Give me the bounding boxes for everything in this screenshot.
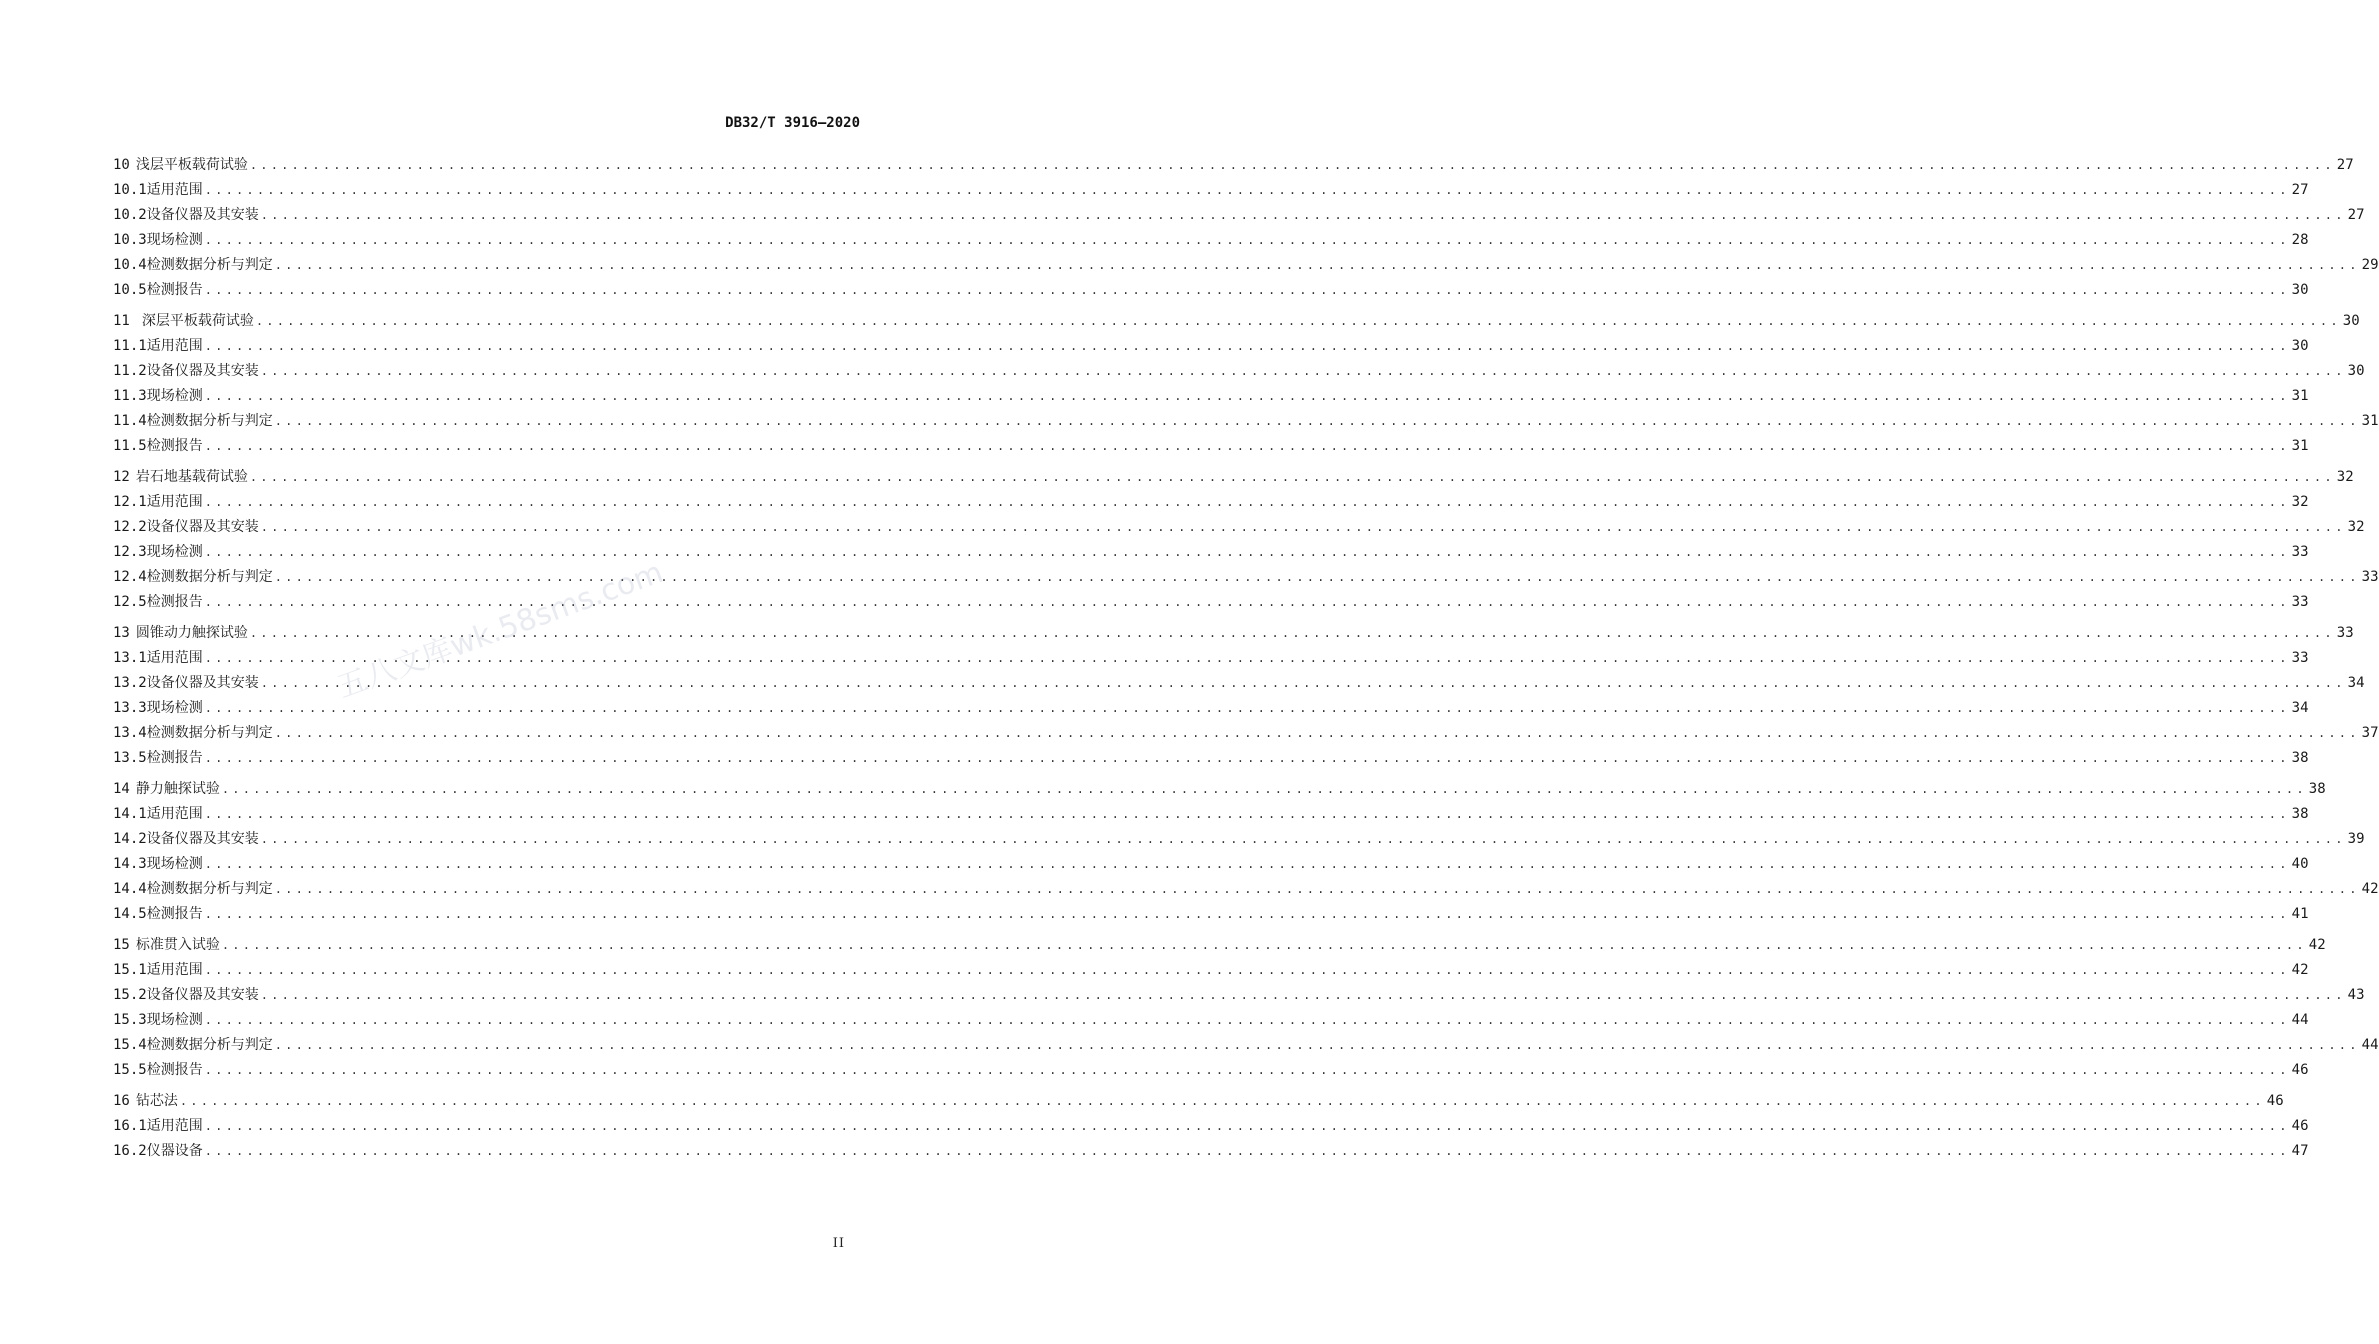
toc-dot-leader: ........................................................................................................................................................................................................ <box>204 963 2290 977</box>
toc-dot-leader: ........................................................................................................................................................................................................ <box>249 626 2335 640</box>
toc-entry-number: 14.4 <box>113 881 147 897</box>
toc-dot-leader: ........................................................................................................................................................................................................ <box>204 595 2290 609</box>
toc-entry-number: 15.1 <box>113 962 147 978</box>
toc-entry-title: 现场检测 <box>146 856 203 872</box>
watermark: 五八文库wk.58sms.com <box>332 554 668 706</box>
toc-section-entry[interactable] <box>113 229 2309 254</box>
toc-chapter-entry[interactable] <box>113 1090 2284 1115</box>
toc-entry-title: 检测报告 <box>146 438 203 454</box>
toc-entry-number: 16 <box>113 1093 130 1109</box>
toc-section-entry[interactable] <box>113 516 2365 541</box>
toc-entry-page: 44 <box>2291 1012 2309 1028</box>
toc-section-entry[interactable] <box>113 1059 2309 1084</box>
toc-entry-page: 31 <box>2291 438 2309 454</box>
toc-dot-leader: ........................................................................................................................................................................................................ <box>204 807 2290 821</box>
toc-entry-number: 13.2 <box>113 675 147 691</box>
toc-entry-title: 适用范围 <box>146 338 203 354</box>
toc-entry-number: 13.5 <box>113 750 147 766</box>
toc-entry-title: 静力触探试验 <box>135 781 220 797</box>
toc-entry-number: 14.1 <box>113 806 147 822</box>
toc-entry-page: 46 <box>2291 1062 2309 1078</box>
toc-section-entry[interactable] <box>113 1034 2379 1059</box>
toc-entry-number: 10.4 <box>113 257 147 273</box>
toc-entry-number: 11.1 <box>113 338 147 354</box>
toc-dot-leader: ........................................................................................................................................................................................................ <box>260 364 2346 378</box>
toc-dot-leader: ........................................................................................................................................................................................................ <box>204 701 2290 715</box>
toc-entry-page: 29 <box>2361 257 2379 273</box>
toc-dot-leader: ........................................................................................................................................................................................................ <box>204 495 2290 509</box>
toc-section-entry[interactable] <box>113 747 2309 772</box>
toc-entry-number: 11.5 <box>113 438 147 454</box>
toc-section-entry[interactable] <box>113 591 2309 616</box>
toc-entry-title: 设备仪器及其安装 <box>146 363 259 379</box>
toc-entry-number: 12.3 <box>113 544 147 560</box>
toc-dot-leader: ........................................................................................................................................................................................................ <box>204 751 2290 765</box>
toc-entry-page: 33 <box>2336 625 2354 641</box>
toc-entry-title: 检测数据分析与判定 <box>146 881 273 897</box>
toc-entry-title: 适用范围 <box>146 650 203 666</box>
toc-chapter-entry[interactable] <box>113 154 2354 179</box>
toc-entry-number: 13.3 <box>113 700 147 716</box>
toc-dot-leader: ........................................................................................................................................................................................................ <box>204 233 2290 247</box>
toc-entry-number: 14.2 <box>113 831 147 847</box>
toc-entry-title: 检测数据分析与判定 <box>146 257 273 273</box>
toc-entry-title: 深层平板载荷试验 <box>141 313 254 329</box>
toc-dot-leader: ........................................................................................................................................................................................................ <box>204 439 2290 453</box>
toc-dot-leader: ........................................................................................................................................................................................................ <box>260 520 2346 534</box>
toc-dot-leader: ........................................................................................................................................................................................................ <box>274 726 2360 740</box>
toc-entry-number: 15.5 <box>113 1062 147 1078</box>
toc-dot-leader: ........................................................................................................................................................................................................ <box>179 1094 2265 1108</box>
toc-dot-leader: ........................................................................................................................................................................................................ <box>204 1119 2290 1133</box>
toc-entry-page: 47 <box>2291 1143 2309 1159</box>
toc-section-entry[interactable] <box>113 491 2309 516</box>
toc-entry-title: 钻芯法 <box>135 1093 178 1109</box>
toc-entry-title: 适用范围 <box>146 962 203 978</box>
toc-dot-leader: ........................................................................................................................................................................................................ <box>260 988 2346 1002</box>
toc-dot-leader: ........................................................................................................................................................................................................ <box>274 570 2360 584</box>
toc-entry-page: 40 <box>2291 856 2309 872</box>
toc-entry-page: 30 <box>2347 363 2365 379</box>
toc-section-entry[interactable] <box>113 803 2309 828</box>
toc-dot-leader: ........................................................................................................................................................................................................ <box>204 857 2290 871</box>
toc-dot-leader: ........................................................................................................................................................................................................ <box>260 832 2346 846</box>
toc-dot-leader: ........................................................................................................................................................................................................ <box>204 907 2290 921</box>
toc-entry-number: 13.1 <box>113 650 147 666</box>
toc-entry-title: 检测报告 <box>146 1062 203 1078</box>
toc-entry-page: 33 <box>2291 544 2309 560</box>
toc-entry-number: 13 <box>113 625 130 641</box>
toc-dot-leader: ........................................................................................................................................................................................................ <box>221 782 2307 796</box>
toc-entry-number: 15.4 <box>113 1037 147 1053</box>
toc-entry-page: 30 <box>2342 313 2360 329</box>
toc-entry-title: 现场检测 <box>146 232 203 248</box>
toc-dot-leader: ........................................................................................................................................................................................................ <box>204 1144 2290 1158</box>
toc-entry-number: 10.5 <box>113 282 147 298</box>
toc-section-entry[interactable] <box>113 959 2309 984</box>
toc-entry-number: 11.2 <box>113 363 147 379</box>
toc-entry-title: 检测数据分析与判定 <box>146 413 273 429</box>
toc-entry-number: 12.4 <box>113 569 147 585</box>
toc-section-entry[interactable] <box>113 903 2309 928</box>
toc-entry-title: 适用范围 <box>146 806 203 822</box>
toc-entry-title: 检测报告 <box>146 594 203 610</box>
document-code-header: DB32/T 3916—2020 <box>725 115 860 131</box>
toc-section-entry[interactable] <box>113 1009 2309 1034</box>
toc-entry-number: 13.4 <box>113 725 147 741</box>
toc-entry-number: 10 <box>113 157 130 173</box>
toc-entry-page: 33 <box>2291 650 2309 666</box>
toc-section-entry[interactable] <box>113 541 2309 566</box>
toc-entry-page: 27 <box>2347 207 2365 223</box>
toc-dot-leader: ........................................................................................................................................................................................................ <box>249 158 2335 172</box>
toc-chapter-entry[interactable] <box>113 466 2354 491</box>
toc-dot-leader: ........................................................................................................................................................................................................ <box>204 183 2290 197</box>
toc-section-entry[interactable] <box>113 697 2309 722</box>
toc-section-entry[interactable] <box>113 179 2309 204</box>
toc-dot-leader: ........................................................................................................................................................................................................ <box>255 314 2341 328</box>
toc-entry-title: 现场检测 <box>146 544 203 560</box>
toc-chapter-entry[interactable] <box>113 622 2354 647</box>
toc-entry-number: 10.3 <box>113 232 147 248</box>
toc-section-entry[interactable] <box>113 1115 2309 1140</box>
toc-section-entry[interactable] <box>113 435 2309 460</box>
toc-entry-number: 12.2 <box>113 519 147 535</box>
toc-entry-page: 27 <box>2291 182 2309 198</box>
toc-entry-number: 14.5 <box>113 906 147 922</box>
toc-dot-leader: ........................................................................................................................................................................................................ <box>274 414 2360 428</box>
toc-section-entry[interactable] <box>113 672 2365 697</box>
toc-entry-page: 41 <box>2291 906 2309 922</box>
toc-entry-number: 14.3 <box>113 856 147 872</box>
toc-entry-number: 10.1 <box>113 182 147 198</box>
toc-section-entry[interactable] <box>113 878 2379 903</box>
toc-entry-title: 现场检测 <box>146 1012 203 1028</box>
toc-dot-leader: ........................................................................................................................................................................................................ <box>274 258 2360 272</box>
toc-entry-page: 42 <box>2308 937 2326 953</box>
toc-entry-page: 32 <box>2347 519 2365 535</box>
toc-section-entry[interactable] <box>113 853 2309 878</box>
toc-entry-title: 浅层平板载荷试验 <box>135 157 248 173</box>
toc-entry-page: 38 <box>2291 806 2309 822</box>
toc-section-entry[interactable] <box>113 254 2379 279</box>
toc-entry-number: 12.1 <box>113 494 147 510</box>
page-number-footer: II <box>832 1236 845 1251</box>
toc-entry-title: 仪器设备 <box>146 1143 203 1159</box>
toc-entry-page: 44 <box>2361 1037 2379 1053</box>
toc-chapter-entry[interactable] <box>113 778 2326 803</box>
toc-section-entry[interactable] <box>113 385 2309 410</box>
toc-entry-page: 46 <box>2266 1093 2284 1109</box>
toc-entry-title: 检测报告 <box>146 750 203 766</box>
toc-section-entry[interactable] <box>113 410 2379 435</box>
toc-section-entry[interactable] <box>113 828 2365 853</box>
toc-entry-number: 14 <box>113 781 130 797</box>
toc-entry-title: 适用范围 <box>146 1118 203 1134</box>
toc-section-entry[interactable] <box>113 204 2365 229</box>
toc-entry-number: 11 <box>113 313 130 329</box>
toc-entry-number: 15.3 <box>113 1012 147 1028</box>
toc-entry-number: 11.4 <box>113 413 147 429</box>
toc-entry-number: 12 <box>113 469 130 485</box>
toc-dot-leader: ........................................................................................................................................................................................................ <box>274 882 2360 896</box>
toc-entry-title: 检测报告 <box>146 282 203 298</box>
toc-entry-title: 适用范围 <box>146 182 203 198</box>
toc-entry-page: 43 <box>2347 987 2365 1003</box>
toc-dot-leader: ........................................................................................................................................................................................................ <box>204 545 2290 559</box>
toc-entry-title: 设备仪器及其安装 <box>146 675 259 691</box>
toc-entry-page: 31 <box>2291 388 2309 404</box>
toc-entry-page: 46 <box>2291 1118 2309 1134</box>
toc-dot-leader: ........................................................................................................................................................................................................ <box>204 651 2290 665</box>
toc-entry-page: 39 <box>2347 831 2365 847</box>
toc-entry-title: 检测报告 <box>146 906 203 922</box>
toc-section-entry[interactable] <box>113 566 2379 591</box>
toc-dot-leader: ........................................................................................................................................................................................................ <box>260 208 2346 222</box>
toc-entry-page: 34 <box>2347 675 2365 691</box>
toc-entry-number: 11.3 <box>113 388 147 404</box>
toc-entry-title: 设备仪器及其安装 <box>146 831 259 847</box>
toc-dot-leader: ........................................................................................................................................................................................................ <box>204 1063 2290 1077</box>
toc-entry-title: 标准贯入试验 <box>135 937 220 953</box>
toc-entry-number: 10.2 <box>113 207 147 223</box>
toc-entry-title: 现场检测 <box>146 700 203 716</box>
toc-entry-title: 检测数据分析与判定 <box>146 1037 273 1053</box>
toc-entry-page: 27 <box>2336 157 2354 173</box>
toc-entry-title: 设备仪器及其安装 <box>146 987 259 1003</box>
toc-entry-page: 31 <box>2361 413 2379 429</box>
toc-chapter-entry[interactable] <box>113 934 2326 959</box>
toc-entry-page: 34 <box>2291 700 2309 716</box>
toc-section-entry[interactable] <box>113 984 2365 1009</box>
toc-entry-page: 33 <box>2291 594 2309 610</box>
toc-section-entry[interactable] <box>113 647 2309 672</box>
toc-dot-leader: ........................................................................................................................................................................................................ <box>249 470 2335 484</box>
toc-entry-number: 15.2 <box>113 987 147 1003</box>
toc-entry-number: 15 <box>113 937 130 953</box>
toc-entry-page: 30 <box>2291 338 2309 354</box>
toc-entry-page: 28 <box>2291 232 2309 248</box>
toc-entry-title: 检测数据分析与判定 <box>146 725 273 741</box>
toc-section-entry[interactable] <box>113 1140 2309 1165</box>
toc-entry-number: 12.5 <box>113 594 147 610</box>
toc-entry-number: 16.2 <box>113 1143 147 1159</box>
toc-chapter-entry[interactable] <box>113 310 2360 335</box>
toc-section-entry[interactable] <box>113 360 2365 385</box>
toc-entry-page: 32 <box>2291 494 2309 510</box>
toc-entry-page: 42 <box>2361 881 2379 897</box>
toc-entry-title: 圆锥动力触探试验 <box>135 625 248 641</box>
toc-dot-leader: ........................................................................................................................................................................................................ <box>274 1038 2360 1052</box>
toc-entry-title: 检测数据分析与判定 <box>146 569 273 585</box>
toc-dot-leader: ........................................................................................................................................................................................................ <box>221 938 2307 952</box>
toc-entry-title: 设备仪器及其安装 <box>146 207 259 223</box>
toc-section-entry[interactable] <box>113 335 2309 360</box>
toc-dot-leader: ........................................................................................................................................................................................................ <box>260 676 2346 690</box>
toc-entry-title: 适用范围 <box>146 494 203 510</box>
toc-section-entry[interactable] <box>113 722 2379 747</box>
toc-entry-page: 30 <box>2291 282 2309 298</box>
toc-dot-leader: ........................................................................................................................................................................................................ <box>204 1013 2290 1027</box>
toc-entry-page: 42 <box>2291 962 2309 978</box>
toc-entry-page: 38 <box>2291 750 2309 766</box>
toc-entry-page: 38 <box>2308 781 2326 797</box>
toc-entry-title: 现场检测 <box>146 388 203 404</box>
toc-dot-leader: ........................................................................................................................................................................................................ <box>204 283 2290 297</box>
toc-entry-page: 37 <box>2361 725 2379 741</box>
table-of-contents <box>113 154 2379 1165</box>
toc-section-entry[interactable] <box>113 279 2309 304</box>
toc-entry-number: 16.1 <box>113 1118 147 1134</box>
toc-entry-page: 33 <box>2361 569 2379 585</box>
toc-entry-page: 32 <box>2336 469 2354 485</box>
toc-dot-leader: ........................................................................................................................................................................................................ <box>204 339 2290 353</box>
toc-entry-title: 岩石地基载荷试验 <box>135 469 248 485</box>
toc-dot-leader: ........................................................................................................................................................................................................ <box>204 389 2290 403</box>
toc-entry-title: 设备仪器及其安装 <box>146 519 259 535</box>
